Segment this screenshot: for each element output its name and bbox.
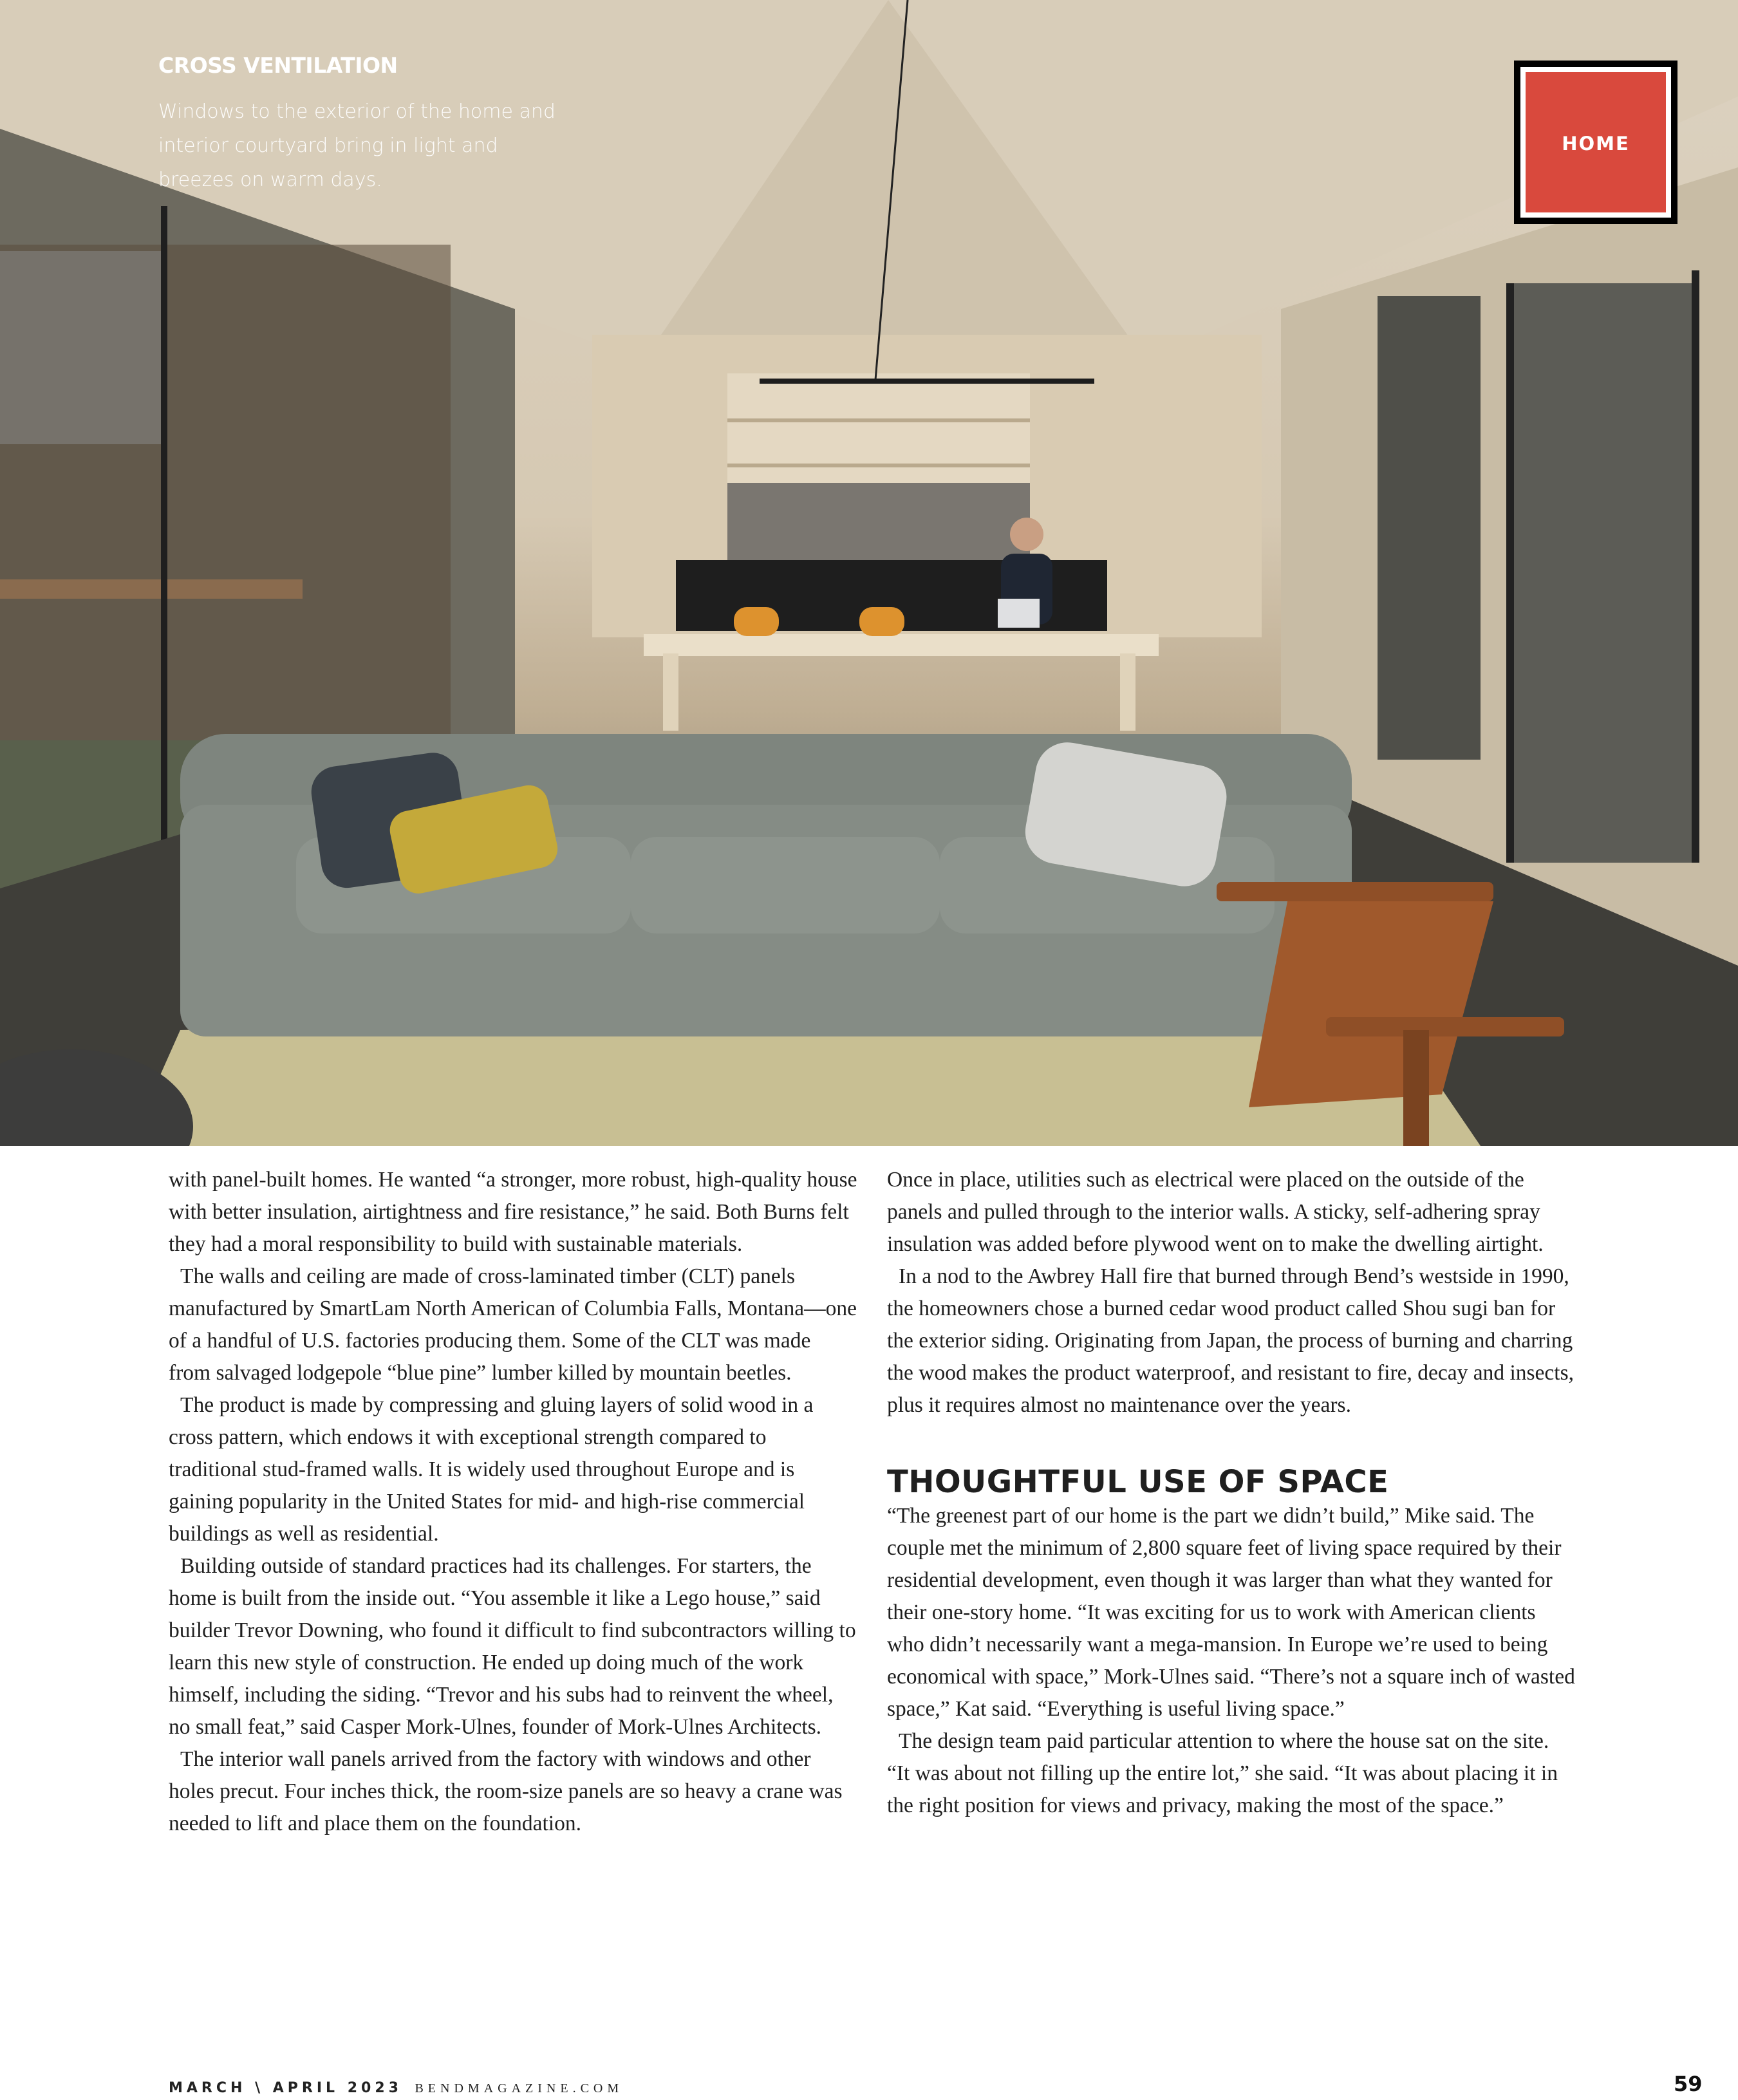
paragraph: The interior wall panels arrived from the factory with windows and other holes precut. Four inches thick, the room-size panels are so heavy a crane was needed to lift and place them on the foundation. bbox=[169, 1747, 843, 1835]
page-footer bbox=[169, 2079, 623, 2096]
paragraph: “The greenest part of our home is the part we didn’t build,” Mike said. The couple met the minimum of 2,800 square feet of living space required by their residential development, even though it was larger than what they wanted for their one-story home. “It was exciting for us to work with American clients who didn’t necessarily want a mega-mansion. In Europe we’re used to being economical with space,” Mork-Ulnes said. “There’s not a square inch of wasted space,” Kat said. “Everything is useful living space.” bbox=[887, 1504, 1575, 1721]
paragraph: The product is made by compressing and gluing layers of solid wood in a cross pattern, which endows it with exceptional strength compared to traditional stud-framed walls. It is widely used throughout Europe and is gaining popularity in the United States for mid- and high-rise commercial buildings as well as residential. bbox=[169, 1393, 814, 1546]
paragraph: The walls and ceiling are made of cross-laminated timber (CLT) panels manufactured by SmartLam North American of Columbia Falls, Montana—one of a handful of U.S. factories producing them. Some of the CLT was made from salvaged lodgepole “blue pine” lumber killed by mountain beetles. bbox=[169, 1264, 857, 1385]
photo-caption bbox=[158, 53, 557, 197]
section-tag bbox=[1514, 61, 1677, 224]
caption-text: Windows to the exterior of the home and interior courtyard bring in light and breezes on warm days. bbox=[158, 100, 556, 191]
section-tag-label: HOME bbox=[1562, 133, 1630, 155]
section-subhead: THOUGHTFUL USE OF SPACE bbox=[887, 1464, 1389, 1500]
paragraph: Once in place, utilities such as electrical were placed on the outside of the panels and pulled through to the interior walls. A sticky, self-adhering spray insulation was added before plywood went on to make the dwelling airtight. bbox=[887, 1168, 1544, 1256]
paragraph: The design team paid particular attention to where the house sat on the site. “It was about not filling up the entire lot,” she said. “It was about placing it in the right position for views and privacy, making the most of the space.” bbox=[887, 1729, 1558, 1817]
paragraph: with panel-built homes. He wanted “a stronger, more robust, high-quality house with better insulation, airtightness and fire resistance,” he said. Both Burns felt they had a moral responsibility to build with sustainable materials. bbox=[169, 1168, 857, 1256]
paragraph: Building outside of standard practices had its challenges. For starters, the home is built from the inside out. “You assemble it like a Lego house,” said builder Trevor Downing, who found it difficult to find subcontractors willing to learn this new style of construction. He ended up doing much of the work himself, including the siding. “Trevor and his subs had to reinvent the wheel, no small feat,” said Casper Mork-Ulnes, founder of Mork-Ulnes Architects. bbox=[169, 1554, 856, 1739]
magazine-website: BENDMAGAZINE.COM bbox=[415, 2081, 624, 2095]
article-right-column bbox=[887, 1164, 1576, 1822]
article-left-column bbox=[169, 1164, 857, 1840]
page-number: 59 bbox=[1674, 2072, 1703, 2096]
paragraph: In a nod to the Awbrey Hall fire that burned through Bend’s westside in 1990, the homeowners chose a burned cedar wood product called Shou sugi ban for the exterior siding. Originating from Japan, the process of burning and charring the wood makes the product waterproof, and resistant to fire, decay and insects, plus it requires almost no maintenance over the years. bbox=[887, 1264, 1574, 1417]
caption-title: CROSS VENTILATION bbox=[158, 53, 398, 78]
issue-date: MARCH \ APRIL 2023 bbox=[169, 2080, 402, 2096]
